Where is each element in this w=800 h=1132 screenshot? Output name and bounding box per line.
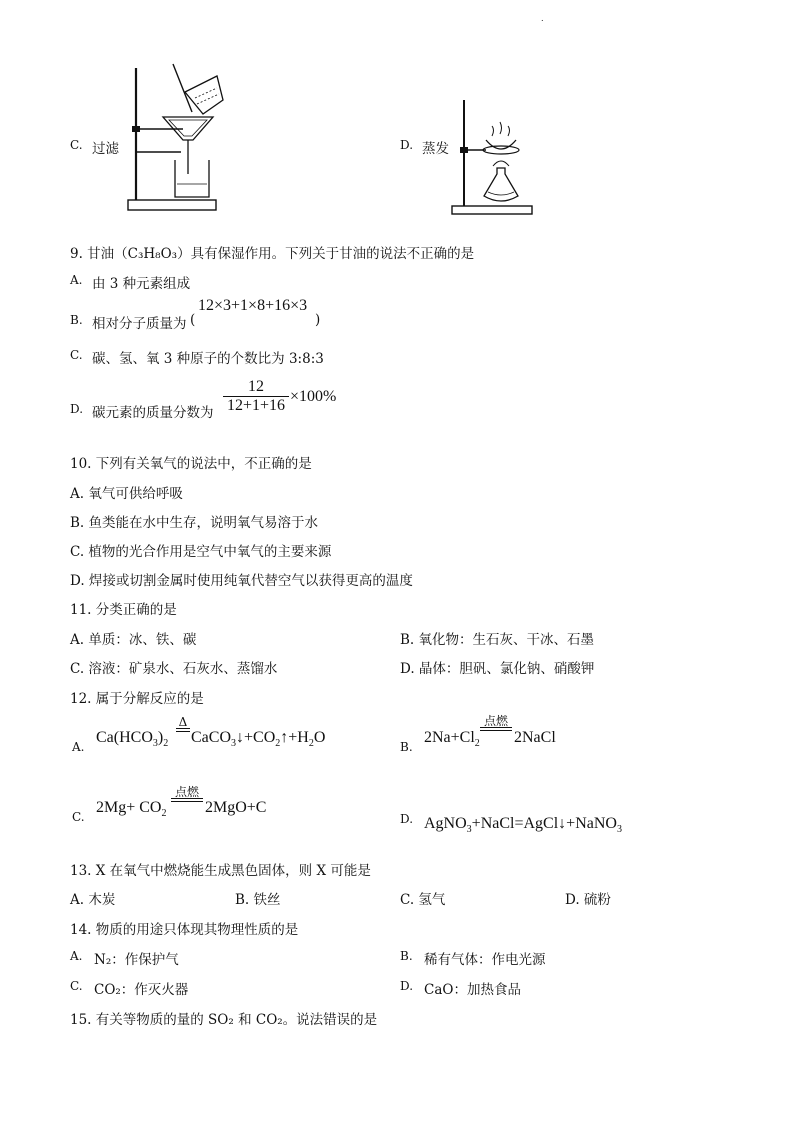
q9-d-denominator: 12+1+16 — [223, 396, 289, 415]
q8-c-text: 过滤 — [92, 141, 119, 157]
q14-stem: 14. 物质的用途只体现其物理性质的是 — [70, 922, 299, 938]
q9-c-text: 碳、氢、氧 3 种原子的个数比为 3:8:3 — [92, 351, 324, 367]
q9-d-numerator: 12 — [248, 378, 264, 395]
q9-d-text: 碳元素的质量分数为 — [92, 405, 214, 421]
q11-option-d: D. 晶体：胆矾、氯化钠、硝酸钾 — [400, 661, 595, 677]
q10-option-d: D. 焊接或切割金属时使用纯氧代替空气以获得更高的温度 — [70, 573, 413, 589]
q14-b-letter: B. — [400, 949, 413, 963]
q10-stem: 10. 下列有关氧气的说法中，不正确的是 — [70, 456, 312, 472]
q10-option-a: A. 氧气可供给呼吸 — [70, 486, 183, 502]
q9-b-text: 相对分子质量为 — [92, 316, 187, 332]
q13-option-c: C. 氢气 — [400, 892, 446, 908]
q8-d-letter: D. — [400, 138, 414, 152]
q9-c-letter: C. — [70, 348, 83, 362]
q12-a-letter: A. — [72, 740, 85, 754]
q12-d-letter: D. — [400, 812, 414, 826]
q12-b-letter: B. — [400, 740, 413, 754]
evaporation-apparatus-figure — [448, 96, 538, 218]
q12-a-formula-right: $CaCO_3↓+CO_2↑+H_2O$ — [191, 729, 326, 750]
q11-stem: 11. 分类正确的是 — [70, 602, 177, 618]
q12-c-condition — [171, 786, 203, 802]
q12-b-formula-left: $2Na+Cl_2$ — [424, 729, 480, 750]
q13-option-b: B. 铁丝 — [235, 892, 281, 908]
q9-b-paren-open: ( — [190, 312, 196, 328]
q12-b-condition-text: 点燃 — [483, 714, 508, 728]
q11-option-a: A. 单质：冰、铁、碳 — [70, 632, 197, 648]
q15-stem: 15. 有关等物质的量的 SO₂ 和 CO₂。说法错误的是 — [70, 1012, 378, 1028]
q9-d-tail: ×100% — [290, 388, 337, 405]
q12-stem: 12. 属于分解反应的是 — [70, 691, 204, 707]
q12-c-formula-right: 2MgO+C — [205, 799, 267, 816]
q12-d-formula: AgNO$_3$+NaCl=AgCl↓+NaNO$_3$ — [424, 815, 622, 836]
q12-b-formula-right: 2NaCl — [514, 729, 556, 746]
q9-d-fraction — [223, 378, 289, 415]
q9-a-text: 由 3 种元素组成 — [92, 276, 191, 292]
q12-a-formula-left: $Ca(HCO_3)_2$ — [96, 729, 169, 750]
q14-c-letter: C. — [70, 979, 83, 993]
q14-a-text: N₂：作保护气 — [94, 952, 179, 968]
q14-d-letter: D. — [400, 979, 414, 993]
q12-c-letter: C. — [72, 810, 85, 824]
q13-option-a: A. 木炭 — [70, 892, 116, 908]
q11-option-c: C. 溶液：矿泉水、石灰水、蒸馏水 — [70, 661, 278, 677]
q14-a-letter: A. — [70, 949, 83, 963]
q9-d-letter: D. — [70, 402, 84, 416]
q9-a-letter: A. — [70, 273, 83, 287]
q13-stem: 13. X 在氧气中燃烧能生成黑色固体，则 X 可能是 — [70, 863, 371, 879]
q10-option-b: B. 鱼类能在水中生存，说明氧气易溶于水 — [70, 515, 319, 531]
q11-option-b: B. 氧化物：生石灰、干冰、石墨 — [400, 632, 595, 648]
corner-dot: . — [541, 14, 544, 23]
q12-b-condition — [480, 715, 512, 731]
q9-b-paren-close: ) — [315, 312, 321, 328]
q14-d-text: CaO：加热食品 — [424, 982, 521, 998]
q12-a-condition-text: Δ — [178, 715, 188, 729]
q12-c-formula-left: $2Mg+ CO_2$ — [96, 799, 167, 820]
q12-c-condition-text: 点燃 — [174, 785, 199, 799]
q9-b-formula: 12×3+1×8+16×3 — [198, 297, 308, 314]
q12-a-condition — [176, 716, 190, 732]
q8-d-text: 蒸发 — [422, 141, 449, 157]
q14-b-text: 稀有气体：作电光源 — [424, 952, 546, 968]
q14-c-text: CO₂：作灭火器 — [94, 982, 189, 998]
q9-b-letter: B. — [70, 313, 83, 327]
q9-stem: 9. 甘油（C₃H₈O₃）具有保湿作用。下列关于甘油的说法不正确的是 — [70, 246, 475, 262]
q10-option-c: C. 植物的光合作用是空气中氧气的主要来源 — [70, 544, 332, 560]
q8-c-letter: C. — [70, 138, 83, 152]
q13-option-d: D. 硫粉 — [565, 892, 611, 908]
filtration-apparatus-figure — [125, 62, 225, 214]
